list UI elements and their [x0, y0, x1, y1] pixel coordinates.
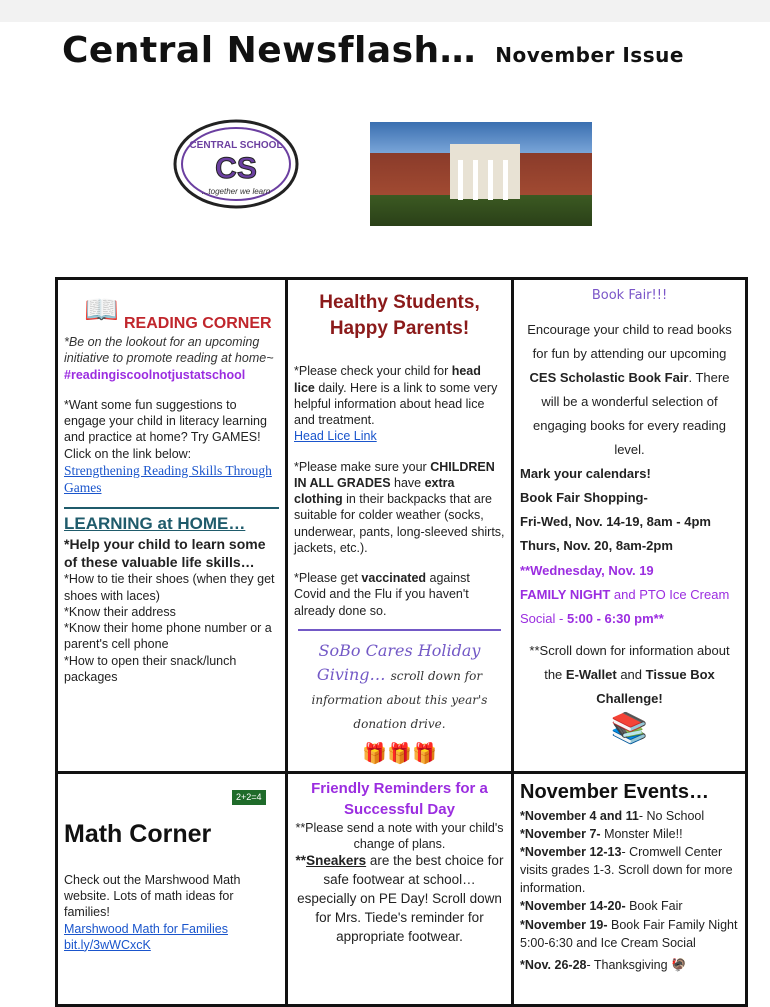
life-skill-item: *How to open their snack/lunch packages: [64, 653, 237, 684]
text: and: [616, 666, 646, 682]
family-night-date: **Wednesday, Nov. 19: [520, 562, 654, 578]
games-text: *Want some fun suggestions to engage your child in literacy learning and practice at home? Try GAMES! Click on the link below:: [64, 397, 267, 461]
text: CES Scholastic Book Fair: [529, 370, 689, 386]
text: Monster Mile!!: [600, 826, 683, 841]
reminder-note: **Please send a note with your child's change of plans.: [295, 820, 504, 852]
hashtag: #readingiscoolnotjustatschool: [64, 367, 246, 382]
text: **Scroll down for information about the: [529, 642, 730, 682]
svg-text:CENTRAL SCHOOL: CENTRAL SCHOOL: [189, 140, 283, 151]
learning-intro: *Help your child to learn some of these valuable life skills…: [64, 535, 266, 571]
newsletter-grid: [55, 277, 748, 1007]
head-lice-text: [294, 363, 505, 428]
shopping-dates-1: Fri-Wed, Nov. 14-19, 8am - 4pm: [520, 514, 711, 530]
mark-calendars: Mark your calendars!: [520, 466, 651, 482]
reading-cell: [57, 279, 287, 773]
vaccination-text: [294, 570, 505, 619]
health-heading: Healthy Students, Happy Parents!: [319, 292, 480, 339]
scroll-note: [520, 639, 739, 711]
top-bar: [0, 0, 770, 22]
family-night-text: [520, 583, 739, 631]
shopping-label: Book Fair Shopping-: [520, 490, 648, 506]
short-link[interactable]: bit.ly/3wWCxcK: [64, 937, 151, 952]
text: CHILDREN IN ALL GRADES: [294, 459, 495, 490]
gift-icons: 🎁🎁🎁: [362, 742, 437, 765]
clothing-text: [294, 459, 505, 557]
head-lice-link[interactable]: Head Lice Link: [294, 429, 377, 444]
reminders-cell: [287, 772, 513, 1005]
event-item: [520, 956, 739, 974]
life-skill-item: *Know their home phone number or a parent's cell phone: [64, 621, 272, 652]
text: - No School: [638, 808, 705, 823]
text: are the best choice for safe footwear at school…especially on PE Day! Scroll down for Mrs. Tiede's reminder for appropriate footwear.: [297, 853, 504, 944]
math-text: Check out the Marshwood Math website. Lots of math ideas for families!: [64, 872, 241, 920]
text: against Covid and the Flu if you haven't already done so.: [294, 571, 470, 618]
text: extra clothing: [294, 475, 455, 507]
reading-corner-heading: READING CORNER: [124, 315, 272, 332]
text: **: [295, 853, 307, 869]
event-item: [520, 916, 739, 952]
math-heading: Math Corner: [64, 819, 212, 848]
turkey-icon: 🦃: [671, 957, 687, 972]
text: Book Fair Family Night 5:00-6:30 and Ice Cream Social: [520, 917, 738, 950]
events-heading: November Events…: [520, 780, 709, 803]
text: have: [390, 475, 425, 490]
bookfair-cell: [513, 279, 747, 773]
learning-heading: LEARNING at HOME…: [64, 513, 246, 533]
text: vaccinated: [361, 571, 427, 586]
reminders-heading: Friendly Reminders for a Successful Day: [311, 779, 488, 818]
event-item: [520, 825, 739, 843]
text: *November 19-: [520, 917, 608, 932]
event-item: [520, 897, 739, 915]
text: FAMILY NIGHT: [520, 586, 611, 602]
text: and PTO Ice Cream Social -: [520, 586, 730, 626]
issue-label: November Issue: [495, 43, 684, 67]
newsletter-title: [62, 30, 684, 71]
text: head lice: [294, 364, 481, 395]
text: *November 14-20-: [520, 899, 626, 914]
text: *November 12-13: [520, 845, 622, 860]
text: Sneakers: [306, 853, 367, 869]
chalkboard-icon: 2+2=4: [232, 790, 266, 806]
text: . There will be a wonderful selection of engaging books for every reading level.: [533, 370, 730, 458]
text: daily. Here is a link to some very helpful information about head lice and treatment.: [294, 380, 498, 428]
text: *Please make sure your: [294, 459, 431, 474]
text: 5:00 - 6:30 pm**: [566, 610, 664, 626]
text: in their backpacks that are suitable for colder weather (socks, underwear, pants, long-sleeved shirts, jackets, etc.).: [294, 492, 505, 555]
text: *November 4 and 11: [520, 808, 639, 823]
text: - Cromwell Center visits grades 1-3. Scroll down for more information.: [520, 845, 733, 896]
text: *Please check your child for: [294, 364, 452, 379]
books-icon: 📚: [610, 711, 649, 745]
marshwood-math-link[interactable]: Marshwood Math for Families: [64, 921, 228, 936]
events-cell: [513, 772, 747, 1005]
svg-text:...together we learn: ...together we learn: [201, 187, 271, 196]
shopping-dates-2: Thurs, Nov. 20, 8am-2pm: [520, 538, 673, 554]
text: *Nov. 26-28: [520, 957, 587, 972]
school-building-photo: [370, 122, 592, 226]
bookfair-intro: [520, 318, 739, 462]
title-text: Central Newsflash…: [62, 30, 477, 71]
event-item: [520, 807, 739, 825]
text: Challenge!: [596, 690, 663, 706]
kids-reading-icon: 📖: [84, 294, 119, 325]
health-cell: [287, 279, 513, 773]
svg-text:CS: CS: [215, 152, 257, 185]
event-item: [520, 843, 739, 897]
school-logo: [172, 118, 300, 210]
text: *Please get: [294, 571, 362, 586]
bookfair-heading: Book Fair!!!: [591, 288, 668, 303]
math-cell: [57, 772, 287, 1005]
text: Tissue Box: [645, 666, 715, 682]
reading-skills-link[interactable]: Strengthening Reading Skills Through Games: [64, 462, 272, 496]
text: Book Fair: [625, 899, 683, 914]
text: - Thanksgiving: [586, 957, 668, 972]
reminder-sneakers: [294, 852, 505, 946]
text: E-Wallet: [565, 666, 617, 682]
lookout-text: *Be on the lookout for an upcoming initiative to promote reading at home~: [64, 335, 274, 366]
life-skill-item: *Know their address: [64, 604, 176, 619]
sobo-text: scroll down for information about this year's donation drive.: [311, 668, 488, 731]
text: *November 7-: [520, 826, 601, 841]
sobo-heading: SoBo Cares Holiday Giving…: [316, 640, 481, 684]
life-skill-item: *How to tie their shoes (when they get shoes with laces): [64, 572, 275, 603]
text: Encourage your child to read books for fun by attending our upcoming: [527, 322, 732, 362]
